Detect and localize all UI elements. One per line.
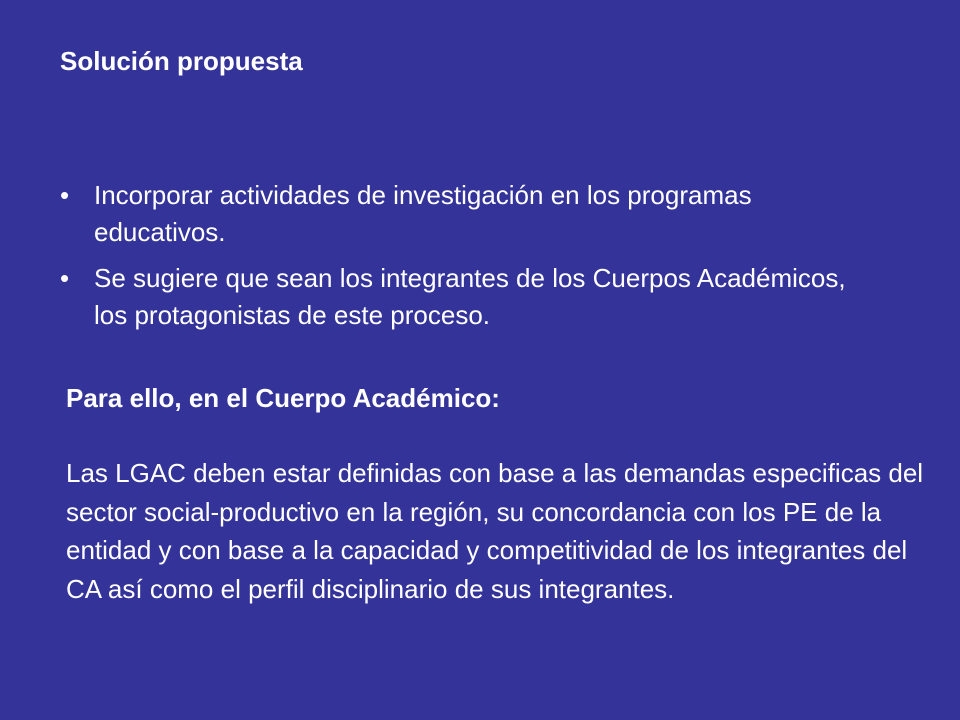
section-subheading: Para ello, en el Cuerpo Académico: xyxy=(66,383,500,413)
slide-title: Solución propuesta xyxy=(60,46,303,76)
bullet-icon: • xyxy=(60,180,70,210)
bullet-text: Incorporar actividades de investigación en los programas educativos. xyxy=(94,180,752,247)
bullet-list xyxy=(60,177,880,343)
bullet-icon: • xyxy=(60,263,70,293)
bullet-text: Se sugiere que sean los integrantes de los Cuerpos Académicos, los protagonistas de este proceso. xyxy=(94,263,846,330)
bullet-item xyxy=(60,260,880,334)
bullet-item xyxy=(60,177,880,251)
body-paragraph: Las LGAC deben estar definidas con base a las demandas especificas del sector social-productivo en la región, su concordancia con los PE de la entidad y con base a la capacidad y competitividad de los integrantes del CA así como el perfil disciplinario de sus integrantes. xyxy=(66,458,924,604)
